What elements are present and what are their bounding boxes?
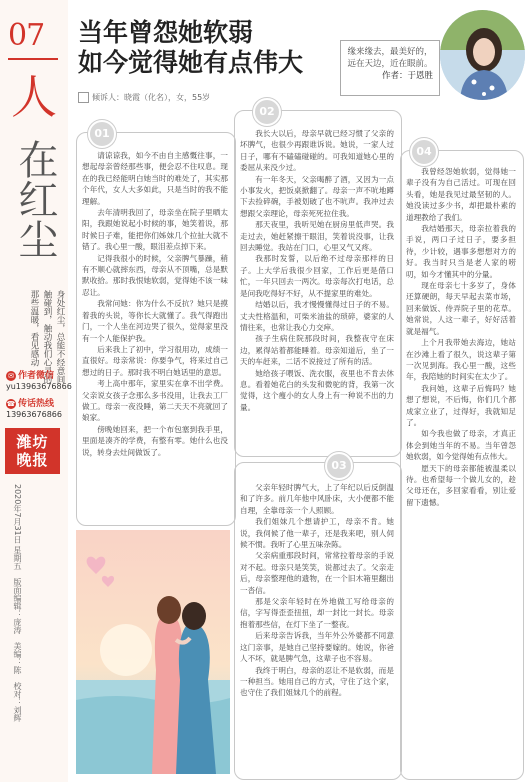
paragraph: 孩子生病住院那段时间，我整夜守在床边，累得站着都能睡着。母亲知道后，坐了一天的车赶来，二话不说接过了所有的活。	[240, 334, 394, 367]
hotline-contact	[6, 396, 62, 419]
paragraph: 记得我很小的时候，父亲脾气暴躁，稍有不顺心就摔东西，母亲从不顶嘴，总是默默收拾。那时我恨她软弱，觉得她不该一味忍让。	[82, 253, 228, 297]
paragraph: 请谅谅我，如今不由自主感慨往事，一想起母亲曾经那些事，便会忍不住叹息。现在的我已经能明白她当时的难处了，其实那个年代，女人大多如此，只是当时的我不能理解。	[82, 151, 228, 206]
sidebar	[0, 0, 72, 782]
paragraph: 我终于明白，母亲的忍让不是软弱，而是一种担当。她用自己的方式，守住了这个家，也守住了我们姐妹几个的前程。	[240, 665, 394, 698]
paragraph: 结婚以后，我才慢慢懂得过日子的不易。丈夫性格温和，可柴米油盐的琐碎，婆家的人情往来，也常让我心力交瘁。	[240, 300, 394, 332]
paragraph: 父亲年轻时脾气大，上了年纪以后反倒温和了许多。前几年他中风卧床，大小便都不能自理，全靠母亲一个人照顾。	[240, 483, 394, 515]
section-title-first-char: 人	[11, 70, 57, 124]
document-icon	[78, 92, 89, 103]
article-column-3	[240, 482, 394, 774]
section-title-rest: 在红尘	[12, 139, 58, 259]
quote-text: 缘来缘去，最美好的，远在天边，近在眼前。	[347, 47, 433, 69]
paragraph: 现在母亲七十多岁了，身体还算硬朗，每天早起去菜市场，回来做饭、侍弄院子里的花草。她常说，人这一辈子，好好活着就是福气。	[406, 281, 516, 336]
paragraph: 我问她，这辈子后悔吗？她想了想说，不后悔，你们几个都成家立业了，过得好，我就知足了。	[406, 383, 516, 427]
divider	[8, 58, 58, 60]
wechat-id[interactable]: yu13963676866	[6, 382, 72, 391]
article-title	[78, 18, 303, 78]
section-badge-3: 03	[325, 452, 353, 480]
paragraph: 上个月我带她去海边，她站在沙滩上看了很久，说这辈子第一次见到海。我心里一酸，这些年，我陪她的时间实在太少了。	[406, 338, 516, 382]
page-number: 07	[8, 18, 45, 53]
wechat-icon: ✉	[6, 371, 16, 381]
logo-line-2: 晚报	[16, 451, 49, 469]
quote-author: 作者：于恩胜	[381, 71, 433, 81]
phone-icon: ☎	[6, 399, 16, 408]
paragraph: 如今我也做了母亲，才真正体会到她当年的不易。当年曾怨她软弱，如今觉得她有点伟大。	[406, 429, 516, 462]
section-badge-1: 01	[88, 120, 116, 148]
paragraph: 后来母亲告诉我，当年外公外婆都不同意这门亲事，是她自己坚持要嫁的。她说，你爸人不坏，就是脾气急，这辈子也不容易。	[240, 631, 394, 664]
section-slogan: 身处红尘，总能不经意间触碰到，触动我们心灵的那些温暖，看见感动	[29, 290, 65, 384]
paragraph: 我们姐妹几个想请护工，母亲不肯。她说，我伺候了他一辈子，还是我来吧，别人伺候不惯。我听了心里五味杂陈。	[240, 517, 394, 550]
author-quote	[340, 40, 440, 96]
paragraph: 后来我上了初中，学习很用功，成绩一直很好。母亲常说：你要争气，将来过自己想过的日子。那时我不明白她话里的意思。	[82, 344, 228, 377]
wechat-contact	[6, 368, 72, 391]
title-line-2: 如今觉得她有点伟大	[78, 48, 304, 77]
section-badge-2: 02	[253, 98, 281, 126]
logo-line-1: 潍坊	[16, 433, 49, 451]
paragraph: 我常问她：你为什么不反抗？她只是摸着我的头说，等你长大就懂了。我气得跑出门，一个人坐在河边哭了很久，觉得家里没有一个人能保护我。	[82, 299, 228, 343]
author-photo	[440, 10, 525, 100]
section-badge-4: 04	[410, 138, 438, 166]
paragraph: 我曾经怨她软弱，觉得她一辈子没有为自己活过。可现在回头看，她是我见过最坚韧的人。她没读过多少书，却把最朴素的道理教给了我们。	[406, 167, 516, 222]
paragraph: 父亲病重那段时间，常常拉着母亲的手说对不起。母亲只是笑笑，说都过去了。父亲走后，母亲整理他的遗物，在一个旧木箱里翻出一沓信。	[240, 551, 394, 595]
article-column-2	[240, 128, 394, 450]
newspaper-logo	[5, 428, 60, 474]
article-column-4	[406, 166, 516, 772]
paragraph: 我那时发誓，以后绝不过母亲那样的日子。上大学后我很少回家，工作后更是借口忙，一年只回去一两次。母亲每次打电话，总是问我吃得好不好，从不提家里的难处。	[240, 254, 394, 298]
paragraph: 考上高中那年，家里实在拿不出学费。父亲说女孩子念那么多书没用，让我去工厂做工。母亲一夜没睡，第二天天不亮就回了娘家。	[82, 379, 228, 423]
section-title	[10, 70, 58, 274]
paragraph: 我长大以后，母亲早就已经习惯了父亲的坏脾气，也很少再跟谁诉说。她说，一家人过日子，哪有不磕磕碰碰的。可我知道她心里的委屈从来没少过。	[240, 129, 394, 173]
paragraph: 傍晚她回来，把一个布包塞到我手里，里面是凑齐的学费，有整有零。她什么也没说，转身去灶间做饭了。	[82, 424, 228, 457]
paragraph: 我结婚那天，母亲拉着我的手说，两口子过日子，要多担待，少计较，遇事多想想对方的好。我当时只当是老人家的唠叨，如今才懂其中的分量。	[406, 224, 516, 279]
title-line-1: 当年曾怨她软弱	[78, 18, 254, 47]
paragraph: 那是父亲年轻时在外地做工写给母亲的信，字写得歪歪扭扭，却一封比一封长。母亲抱着那些信，在灯下坐了一整夜。	[240, 597, 394, 629]
hotline-label: 传话热线	[18, 399, 55, 409]
hotline-number[interactable]: 13963676866	[6, 410, 62, 419]
paragraph: 她给孩子喂饭、洗衣服，夜里也不肯去休息。看着她花白的头发和微驼的背，我第一次觉得，这个瘦小的女人身上有一种说不出的力量。	[240, 368, 394, 412]
paragraph: 有一年冬天，父亲喝醉了酒，又因为一点小事发火，把饭桌掀翻了。母亲一声不吭地蹲下去捡碎碗，手被划破了也不吭声。我冲过去想跟父亲理论，母亲死死拉住我。	[240, 174, 394, 218]
article-column-1	[82, 150, 228, 520]
paragraph: 那天夜里，我听见她在厨房里低声哭。我走过去，她赶紧擦干眼泪，笑着说没事，让我回去睡觉。我站在门口，心里又气又疼。	[240, 220, 394, 253]
paragraph: 愿天下的母亲都能被温柔以待。也希望每一个做儿女的，趁父母还在，多回家看看，别让爱留下遗憾。	[406, 463, 516, 507]
byline-text: 倾诉人：晓霞（化名），女，55岁	[92, 93, 211, 102]
confider-byline	[78, 92, 210, 103]
mother-daughter-illustration	[76, 530, 230, 774]
edition-credits: 2020年7月31日 星期五 版面编辑：庞涛 美编：陈 校对：刘辉	[13, 484, 22, 723]
paragraph: 去年清明我回了，母亲坐在院子里晒太阳，我跟她说起小时候的事，她笑着说，那时候日子难，能把你们姊妹几个拉扯大就不错了。我心里一酸，眼泪差点掉下来。	[82, 208, 228, 252]
wechat-label: 作者微信	[18, 371, 55, 381]
